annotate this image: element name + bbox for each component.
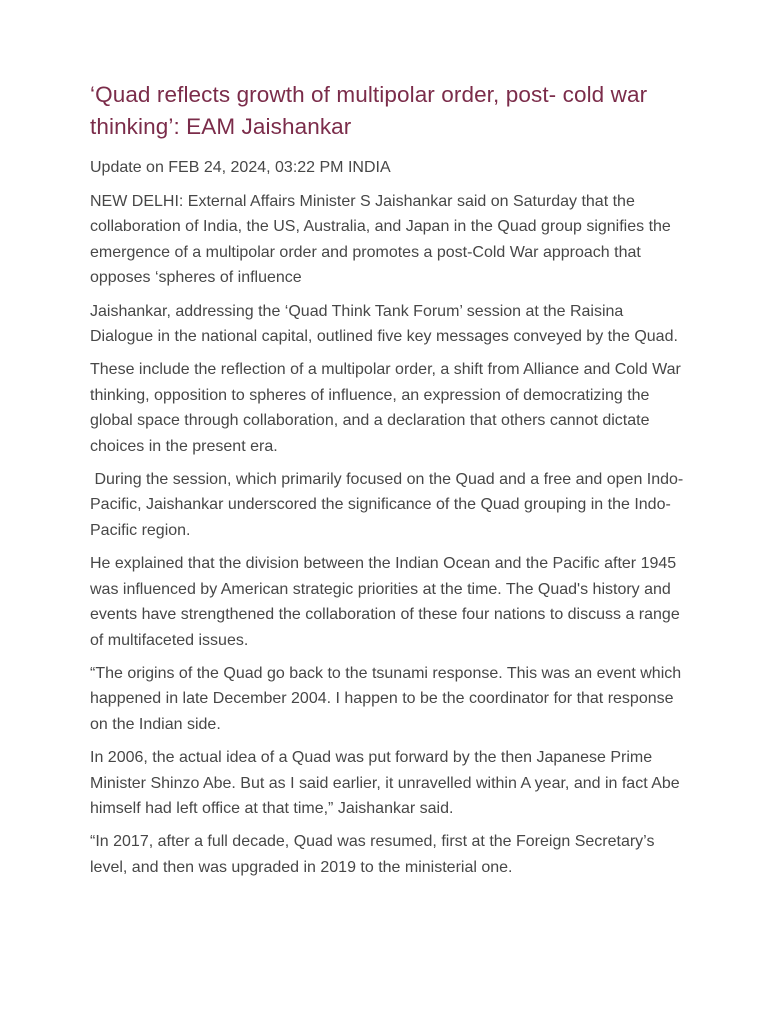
article-dateline: Update on FEB 24, 2024, 03:22 PM INDIA xyxy=(90,159,391,176)
article-paragraph-8: “In 2017, after a full decade, Quad was resumed, first at the Foreign Secretary’s level, and then was upgraded in 2019 to the ministerial one. xyxy=(90,833,659,876)
article-paragraph-1: NEW DELHI: External Affairs Minister S Jaishankar said on Saturday that the collaboration of India, the US, Australia, and Japan in the Quad group signifies the emergence of a multipolar order and promotes a post-Cold War approach that opposes ‘spheres of influence xyxy=(90,193,676,287)
article-paragraph-3: These include the reflection of a multipolar order, a shift from Alliance and Cold War thinking, opposition to spheres of influence, an expression of democratizing the global space through collaboration, and a declaration that others cannot dictate choices in the present era. xyxy=(90,361,686,455)
article-paragraph-2: Jaishankar, addressing the ‘Quad Think Tank Forum’ session at the Raisina Dialogue in the national capital, outlined five key messages conveyed by the Quad. xyxy=(90,302,678,346)
document-page xyxy=(90,79,690,888)
article-paragraph-6: “The origins of the Quad go back to the tsunami response. This was an event which happened in late December 2004. I happen to be the coordinator for that response on the Indian side. xyxy=(90,664,686,733)
article-title: ‘Quad reflects growth of multipolar order, post- cold war thinking’: EAM Jaishankar xyxy=(90,82,648,139)
article-paragraph-4: During the session, which primarily focused on the Quad and a free and open Indo-Pacific, Jaishankar underscored the significance of the Quad grouping in the Indo- Pacific region. xyxy=(90,471,684,539)
article-paragraph-7: In 2006, the actual idea of a Quad was put forward by the then Japanese Prime Minister Shinzo Abe. But as I said earlier, it unravelled within A year, and in fact Abe himself had left office at that time,” Jaishankar said. xyxy=(90,749,685,817)
article-paragraph-5: He explained that the division between the Indian Ocean and the Pacific after 1945 was influenced by American strategic priorities at the time. The Quad's history and events have strengthened the collaboration of these four nations to discuss a range of multifaceted issues. xyxy=(90,555,685,649)
